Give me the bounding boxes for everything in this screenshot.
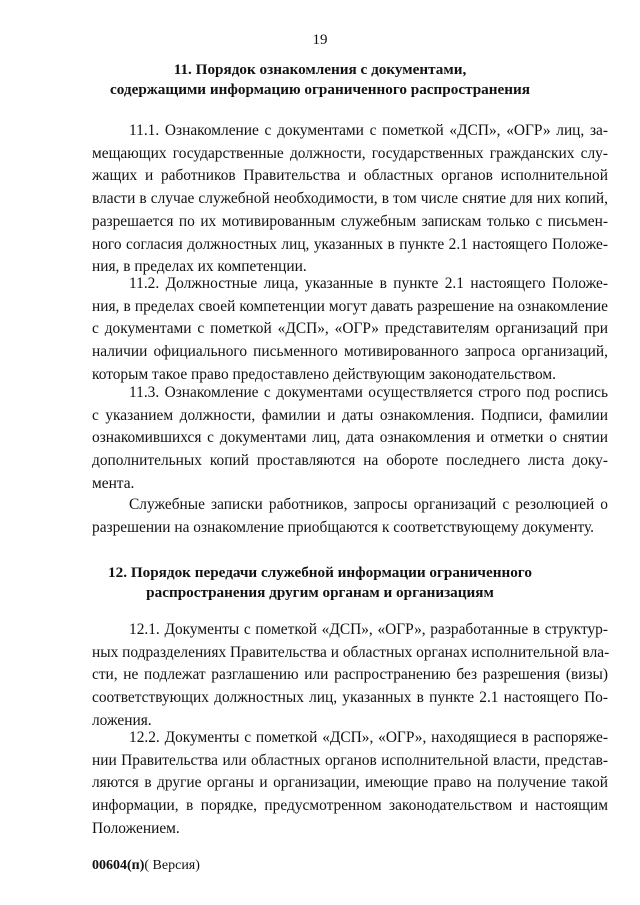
text-line: 12.1. Документы с пометкой «ДСП», «ОГР», разработанные в структур- (129, 621, 608, 638)
paragraph-11-1 (92, 120, 608, 279)
paragraph-11-notes (92, 494, 608, 539)
text-line: ния, в пределах своей компетенции могут давать разрешение на ознакомление (92, 297, 608, 315)
text-line: наличии официального письменного мотивированного запроса организаций, (92, 343, 608, 361)
section-11-heading-line: 11. Порядок ознакомления с документами, (173, 61, 467, 78)
text-line: ознакомившихся с документами лиц, дата ознакомления и отметки о снятии (92, 429, 608, 447)
document-code-number: 00604(п) (92, 858, 145, 873)
text-line: мещающих государственные должности, государственных гражданских слу- (92, 144, 608, 162)
paragraph-12-1 (92, 619, 608, 733)
section-12-heading-line: 12. Порядок передачи служебной информации ограниченного (108, 564, 532, 581)
text-line: власти в случае служебной необходимости, в том числе снятие для них копий, (92, 190, 608, 208)
paragraph-11-3 (92, 382, 608, 496)
text-line: ния, в пределах их компетенции. (92, 258, 307, 276)
text-line: жащих и работников Правительства и областных органов исполнительной (92, 167, 608, 185)
text-line: дополнительных копий проставляются на обороте последнего листа доку- (92, 452, 608, 470)
text-line: соответствующих должностных лиц, указанных в пункте 2.1 настоящего По- (92, 689, 608, 707)
text-line: которым такое право предоставлено действующим законодательством. (92, 365, 556, 383)
text-line: 12.2. Документы с пометкой «ДСП», «ОГР», находящиеся в распоряже- (129, 729, 608, 746)
text-line: нии Правительства или областных органов исполнительной власти, представ- (92, 751, 608, 769)
text-line: разрешается по их мотивированным служебным запискам только с письмен- (92, 212, 608, 230)
text-line: с документами с пометкой «ДСП», «ОГР» представителям организаций при (92, 320, 608, 338)
text-line: мента. (92, 474, 135, 492)
text-line: 11.1. Ознакомление с документами с пометкой «ДСП», «ОГР» лиц, за- (129, 122, 608, 139)
paragraph-12-2 (92, 727, 608, 841)
section-12-heading-line: распространения другим органам и организациям (146, 584, 494, 601)
text-line: ных подразделениях Правительства и областных органах исполнительной вла- (92, 643, 610, 661)
text-line: сти, не подлежат разглашению или распространению без разрешения (визы) (92, 666, 608, 684)
section-11-heading-line: содержащими информацию ограниченного распространения (110, 81, 530, 98)
text-line: ложения. (92, 711, 152, 729)
section-11-heading (0, 60, 640, 100)
text-line: информации, в порядке, предусмотренном законодательством и настоящим (92, 797, 608, 815)
text-line: 11.3. Ознакомление с документами осуществляется строго под роспись (129, 384, 608, 401)
page-number: 19 (312, 32, 328, 48)
text-line: Положением. (92, 819, 180, 837)
text-line: ного согласия должностных лиц, указанных в пункте 2.1 настоящего Положе- (92, 235, 608, 253)
text-line: разрешении на ознакомление приобщаются к соответствующему документу. (92, 518, 595, 536)
document-version-label: ( Версия) (144, 858, 200, 873)
text-line: ляются в другие органы и организации, имеющие право на получение такой (92, 774, 608, 792)
document-code (92, 857, 200, 875)
text-line: с указанием должности, фамилии и даты ознакомления. Подписи, фамилии (92, 406, 608, 424)
paragraph-11-2 (92, 273, 608, 387)
section-12-heading (0, 563, 640, 603)
text-line: 11.2. Должностные лица, указанные в пункте 2.1 настоящего Положе- (129, 275, 608, 292)
text-line: Служебные записки работников, запросы организаций с резолюцией о (129, 496, 608, 513)
